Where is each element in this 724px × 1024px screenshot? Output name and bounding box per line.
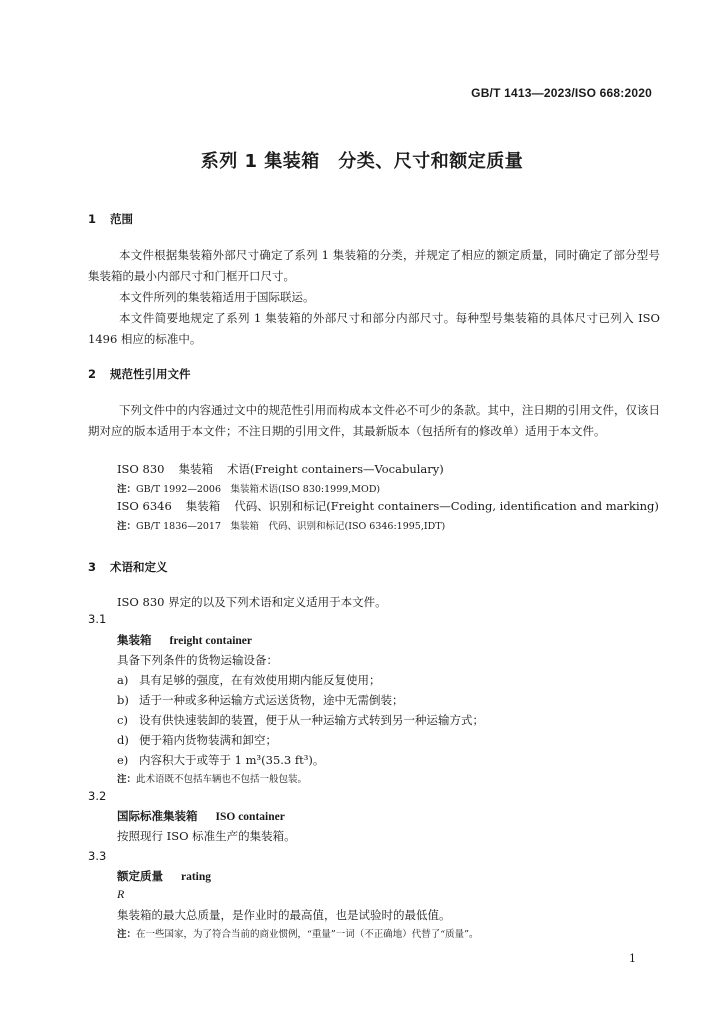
list-item-label: b) [117, 693, 129, 707]
list-item [117, 732, 277, 748]
list-item-label: d) [117, 733, 129, 747]
document-title: 系列 1 集装箱 分类、尺寸和额定质量 [200, 151, 524, 172]
reference-note-1 [117, 481, 380, 495]
term-symbol: R [117, 887, 125, 901]
term-en: ISO container [215, 811, 285, 823]
clause-3-3-number: 3.3 [88, 849, 107, 863]
section-1-body [88, 245, 660, 350]
note-text: GB/T 1992—2006 集装箱术语(ISO 830:1999,MOD) [136, 484, 381, 495]
section-2-para-1: 下列文件中的内容通过文中的规范性引用而构成本文件必不可少的条款。其中，注日期的引用文件，仅该日期对应的版本适用于本文件；不注日期的引用文件，其最新版本（包括所有的修改单）适用于本文件。 [88, 403, 660, 438]
section-1-para-2: 本文件所列的集装箱适用于国际联运。 [119, 290, 315, 304]
reference-title: 集装箱 [185, 499, 221, 513]
note-text: 此术语既不包括车辆也不包括一般包装。 [136, 774, 308, 785]
section-2-title: 规范性引用文件 [110, 367, 191, 381]
section-1-number: 1 [88, 212, 97, 226]
list-item [117, 752, 324, 768]
term-note [117, 926, 478, 940]
reference-desc: 术语(Freight containers—Vocabulary) [226, 462, 444, 476]
standard-code: GB/T 1413—2023/ISO 668:2020 [471, 86, 652, 100]
term-definition: 集装箱的最大总质量，是作业时的最高值，也是试验时的最低值。 [117, 908, 451, 922]
section-2-body [88, 400, 660, 442]
list-item [117, 712, 484, 728]
list-item-label: e) [117, 753, 129, 767]
reference-desc: 代码、识别和标记(Freight containers—Coding, identification and marking) [234, 499, 659, 513]
note-label: 注： [117, 929, 137, 940]
term-note [117, 771, 307, 785]
note-label: 注： [117, 484, 137, 495]
note-label: 注： [117, 774, 137, 785]
term-cn: 集装箱 [117, 633, 152, 647]
term-rating [117, 868, 211, 884]
list-item-text: 便于箱内货物装满和卸空； [139, 733, 277, 747]
page-number: 1 [629, 952, 636, 965]
list-item [117, 692, 404, 708]
term-definition: 按照现行 ISO 标准生产的集装箱。 [117, 829, 296, 843]
reference-iso-830 [117, 461, 444, 477]
section-2-number: 2 [88, 367, 97, 381]
section-3-number: 3 [88, 560, 97, 574]
term-cn: 国际标准集装箱 [117, 809, 198, 823]
list-item-text: 适于一种或多种运输方式运送货物，途中无需倒装； [139, 693, 404, 707]
clause-3-2-number: 3.2 [88, 789, 107, 803]
list-item-text: 设有供快速装卸的装置，便于从一种运输方式转到另一种运输方式； [139, 713, 484, 727]
clause-3-1-number: 3.1 [88, 612, 107, 626]
section-1-heading [88, 211, 133, 227]
term-en: freight container [169, 635, 253, 647]
section-1-title: 范围 [110, 212, 133, 226]
note-text: GB/T 1836—2017 集装箱 代码、识别和标记(ISO 6346:1995,IDT) [136, 521, 446, 532]
reference-iso-6346 [117, 498, 659, 514]
list-item-text: 内容积大于或等于 1 m³(35.3 ft³)。 [139, 753, 325, 767]
note-label: 注： [117, 521, 137, 532]
list-item-label: c) [117, 713, 128, 727]
reference-code: ISO 830 [117, 462, 165, 476]
reference-note-2 [117, 518, 445, 532]
term-definition: 具备下列条件的货物运输设备： [117, 653, 278, 667]
list-item-text: 具有足够的强度，在有效使用期内能反复使用； [139, 673, 381, 687]
reference-title: 集装箱 [178, 462, 213, 476]
reference-code: ISO 6346 [117, 499, 172, 513]
section-1-para-1: 本文件根据集装箱外部尺寸确定了系列 1 集装箱的分类，并规定了相应的额定质量，同时确定了部分型号集装箱的最小内部尺寸和门框开口尺寸。 [88, 248, 660, 283]
section-2-heading [88, 366, 191, 382]
section-3-title: 术语和定义 [110, 560, 168, 574]
section-3-heading [88, 559, 168, 575]
section-1-para-3: 本文件简要地规定了系列 1 集装箱的外部尺寸和部分内部尺寸。每种型号集装箱的具体尺寸已列入 ISO 1496 相应的标准中。 [88, 311, 660, 346]
term-iso-container [117, 808, 285, 824]
list-item-label: a) [117, 673, 129, 687]
section-3-intro: ISO 830 界定的以及下列术语和定义适用于本文件。 [117, 595, 387, 609]
list-item [117, 672, 381, 688]
note-text: 在一些国家，为了符合当前的商业惯例，“重量”一词（不正确地）代替了“质量”。 [136, 929, 479, 940]
term-cn: 额定质量 [117, 869, 163, 883]
term-en: rating [181, 871, 212, 883]
term-freight-container [117, 632, 252, 648]
